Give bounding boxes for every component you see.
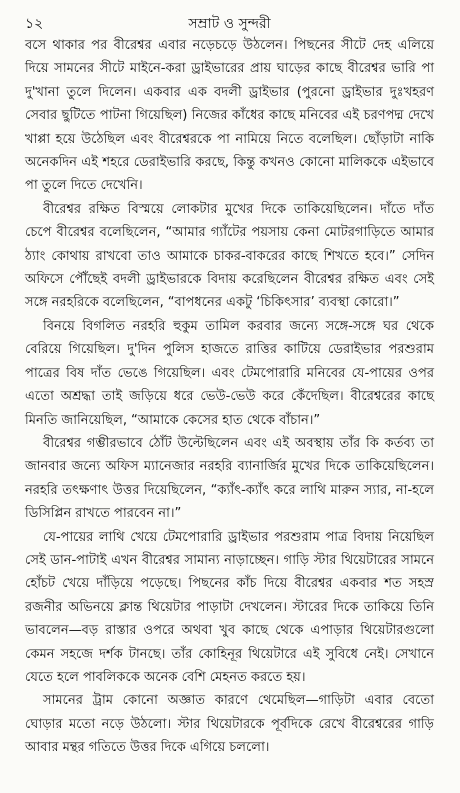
page-header [25,6,434,32]
page-number: ১২ [25,16,44,32]
paragraph-5: যে-পায়ের লাথি খেয়ে টেমপোরারি ড্রাইভার পরশুরাম পাত্র বিদায় নিয়েছিল সেই ডান-পাটাই এখন বীরেশ্বর সামান্য নাড়াচ্ছেন। গাড়ি স্টার থিয়েটারের সামনে হোঁচট খেয়ে দাঁড়িয়ে পড়েছে। পিছনের কাঁচ দিয়ে বীরেশ্বর একবার শত সহস্র রজনীর অভিনয়ে ক্লান্ত থিয়েটার পাড়াটা দেখলেন। স্টারের দিকে তাকিয়ে তিনি ভাবলেন—বড় রাস্তার ওপরে অথবা খুব কাছে থেকে এপাড়ার থিয়েটারগুলো কেমন সহজে দর্শক টানছে। তাঁর কোহিনূর থিয়েটারে এই সুবিধে নেই। সেখানে যেতে হলে পাবলিককে অনেক বেশি মেহনত করতে হয়। [25,529,434,685]
body-text [25,34,434,760]
paragraph-3: বিনয়ে বিগলিত নরহরি হুকুম তামিল করবার জন্যে সঙ্গে-সঙ্গে ঘর থেকে বেরিয়ে গিয়েছিল। দু'দিন পুলিস হাজতে রাত্তির কাটিয়ে ডেরাইভার পরশুরাম পাত্রের বিষ দাঁত ভেঙে গিয়েছিল। এবং টেমপোরারি মনিবের যে-পায়ের ওপর এতো অশ্রদ্ধা তাই জড়িয়ে ধরে ভেউ-ভেউ করে কেঁদেছিল। বীরেশ্বরের কাছে মিনতি জানিয়েছিল, “আমাকে কেসের হাত থেকে বাঁচান।” [25,318,434,428]
paragraph-2: বীরেশ্বর রক্ষিত বিস্ময়ে লোকটার মুখের দিকে তাকিয়েছিলেন। দাঁতে দাঁত চেপে বীরেশ্বর বলেছিলেন, “আমার গ্যাঁটের পয়সায় কেনা মোটরগাড়িতে আমার ঠ্যাং কোথায় রাখবো তাও আমাকে চাকর-বাকরের কাছে শিখতে হবে।” সেদিন অফিসে পৌঁছেই বদলী ড্রাইভারকে বিদায় করেছিলেন বীরেশ্বর রক্ষিত এবং সেই সঙ্গে নরহরিকে বলেছিলেন, “বাপধনের একটু ‘চিকিৎসার’ ব্যবস্থা কোরো।” [25,201,434,311]
paragraph-1: বসে থাকার পর বীরেশ্বর এবার নড়েচড়ে উঠলেন। পিছনের সীটে দেহ এলিয়ে দিয়ে সামনের সীটে মাইনে-করা ড্রাইভারের প্রায় ঘাড়ের কাছে বীরেশ্বর ভারি পা দু'খানা তুলে দিলেন। একবার এক বদলী ড্রাইভার (পুরনো ড্রাইভার দুঃখহরণ সেবার ছুটিতে পাটনা গিয়েছিল) নিজের কাঁধের কাছে মনিবের এই চরণপদ্ম দেখে খাপ্পা হয়ে উঠেছিল এবং বীরেশ্বরকে পা নামিয়ে নিতে বলেছিল। ছোঁড়াটা নাকি অনেকদিন এই শহরে ডেরাইভারি করছে, কিন্তু কখনও কোনো মালিককে এইভাবে পা তুলে দিতে দেখেনি। [25,38,434,194]
paragraph-4: বীরেশ্বর গম্ভীরভাবে ঠোঁট উল্টেছিলেন এবং এই অবস্থায় তাঁর কি কর্তব্য তা জানবার জন্যে অফিস ম্যানেজার নরহরি ব্যানার্জির মুখের দিকে তাকিয়েছিলেন। নরহরি তৎক্ষণাৎ উত্তর দিয়েছিলেন, “ক্যাঁৎ-ক্যাঁৎ করে লাথি মারুন স্যার, না-হলে ডিসিপ্লিন রাখতে পারবেন না।” [25,435,434,522]
paragraph-6: সামনের ট্রাম কোনো অজ্ঞাত কারণে থেমেছিল—গাড়িটা এবার বেতো ঘোড়ার মতো নড়ে উঠলো। স্টার থিয়েটারকে পূর্বদিকে রেখে বীরেশ্বরের গাড়ি আবার মন্থর গতিতে উত্তর দিকে এগিয়ে চললো। [25,693,434,756]
running-title: সম্রাট ও সুন্দরী [188,16,271,32]
